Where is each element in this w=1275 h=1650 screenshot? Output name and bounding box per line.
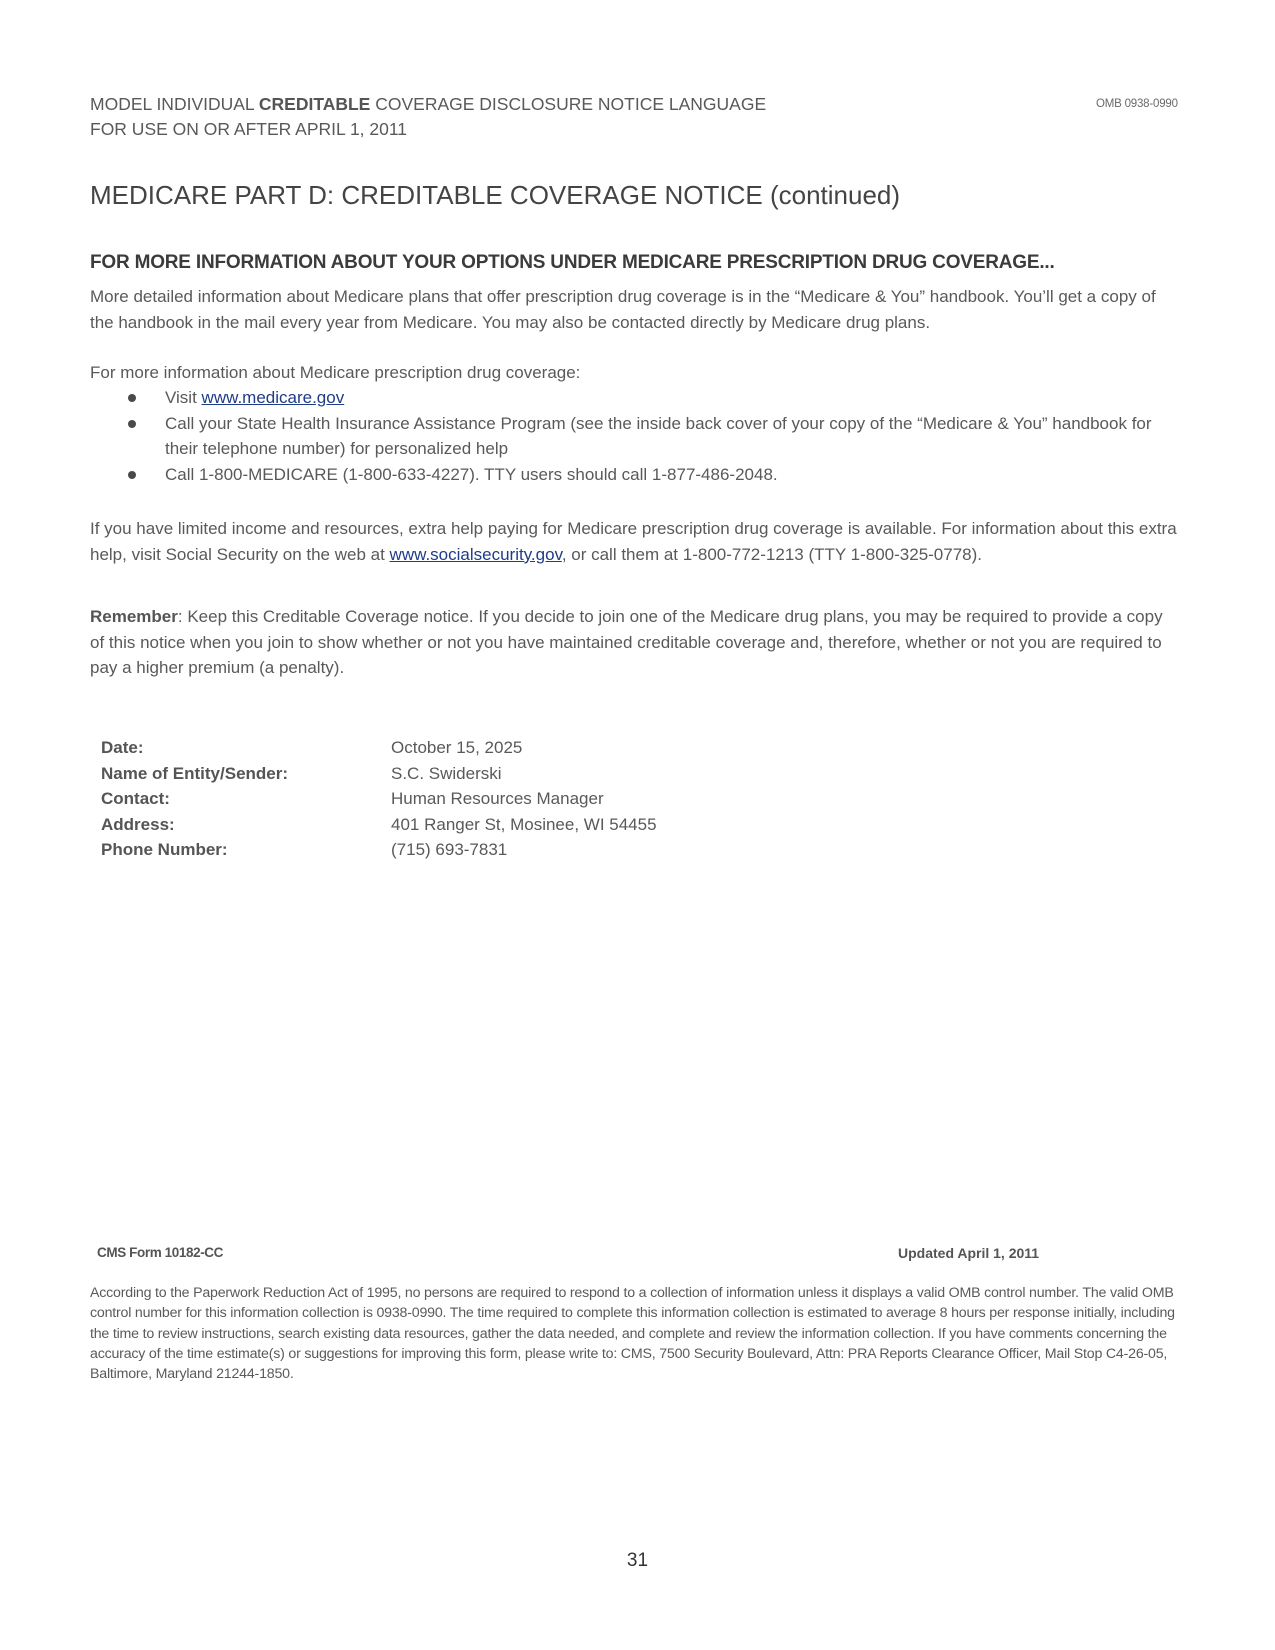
contact-row: Contact: Human Resources Manager [101, 786, 657, 812]
page-title: MEDICARE PART D: CREDITABLE COVERAGE NOTICE (continued) [90, 180, 901, 210]
header-line-1: MODEL INDIVIDUAL CREDITABLE COVERAGE DISCLOSURE NOTICE LANGUAGE [90, 94, 767, 114]
paragraph-more-info: For more information about Medicare prescription drug coverage: [90, 363, 581, 382]
address-value: 401 Ranger St, Mosinee, WI 54455 [391, 814, 657, 834]
bullet-icon [128, 394, 136, 402]
list-item: Call your State Health Insurance Assistance Program (see the inside back cover of your copy of the “Medicare & You” handbook for their telephone number) for personalized help [90, 411, 1180, 461]
bullet-icon [128, 420, 136, 428]
sender-row: Name of Entity/Sender: S.C. Swiderski [101, 761, 657, 787]
sender-info-block [101, 735, 657, 863]
paragraph-remember: Remember: Keep this Creditable Coverage notice. If you decide to join one of the Medicare drug plans, you may be required to provide a copy of this notice when you join to show whether or not you have maintained creditable coverage and, therefore, whether or not you are required to pay a higher premium (a penalty). [90, 607, 1163, 677]
address-row: Address: 401 Ranger St, Mosinee, WI 54455 [101, 812, 657, 838]
omb-number: OMB 0938-0990 [1096, 98, 1178, 110]
document-header [90, 92, 766, 142]
updated-date: Updated April 1, 2011 [898, 1245, 1040, 1261]
paragraph-extra-help: If you have limited income and resources, extra help paying for Medicare prescription drug coverage is available. For information about this extra help, visit Social Security on the web at www.socialsecurity.gov, or call them at 1-800-772-1213 (TTY 1-800-325-0778). [90, 519, 1177, 564]
form-id: CMS Form 10182-CC [97, 1245, 223, 1260]
sender-value: S.C. Swiderski [391, 763, 502, 783]
page-number: 31 [626, 1550, 649, 1571]
phone-row: Phone Number: (715) 693-7831 [101, 837, 657, 863]
list-item: Call 1-800-MEDICARE (1-800-633-4227). TTY users should call 1-877-486-2048. [90, 462, 1180, 487]
medicare-link[interactable]: www.medicare.gov [201, 388, 345, 407]
list-item: Visit www.medicare.gov [90, 385, 1180, 410]
paperwork-reduction-notice: According to the Paperwork Reduction Act of 1995, no persons are required to respond to a collection of information unless it displays a valid OMB control number. The valid OMB control number for this information collection is 0938-0990. The time required to complete this information collection is estimated to average 8 hours per response initially, including the time to review instructions, search existing data resources, gather the data needed, and complete and review the information collection. If you have comments concerning the accuracy of the time estimate(s) or suggestions for improving this form, please write to: CMS, 7500 Security Boulevard, Attn: PRA Reports Clearance Officer, Mail Stop C4-26-05, Baltimore, Maryland 21244-1850. [90, 1285, 1175, 1383]
date-row: Date: October 15, 2025 [101, 735, 657, 761]
info-bullet-list [90, 385, 1180, 488]
paragraph-handbook: More detailed information about Medicare plans that offer prescription drug coverage is in the “Medicare & You” handbook. You’ll get a copy of the handbook in the mail every year from Medicare. You may also be contacted directly by Medicare drug plans. [90, 287, 1156, 332]
phone-value: (715) 693-7831 [391, 840, 508, 859]
section-heading: FOR MORE INFORMATION ABOUT YOUR OPTIONS UNDER MEDICARE PRESCRIPTION DRUG COVERAGE... [90, 252, 1055, 273]
date-value: October 15, 2025 [391, 738, 523, 757]
bullet-icon [128, 471, 136, 479]
contact-value: Human Resources Manager [391, 789, 604, 808]
header-line-2: FOR USE ON OR AFTER APRIL 1, 2011 [90, 119, 408, 139]
socialsecurity-link[interactable]: www.socialsecurity.gov [389, 544, 562, 564]
